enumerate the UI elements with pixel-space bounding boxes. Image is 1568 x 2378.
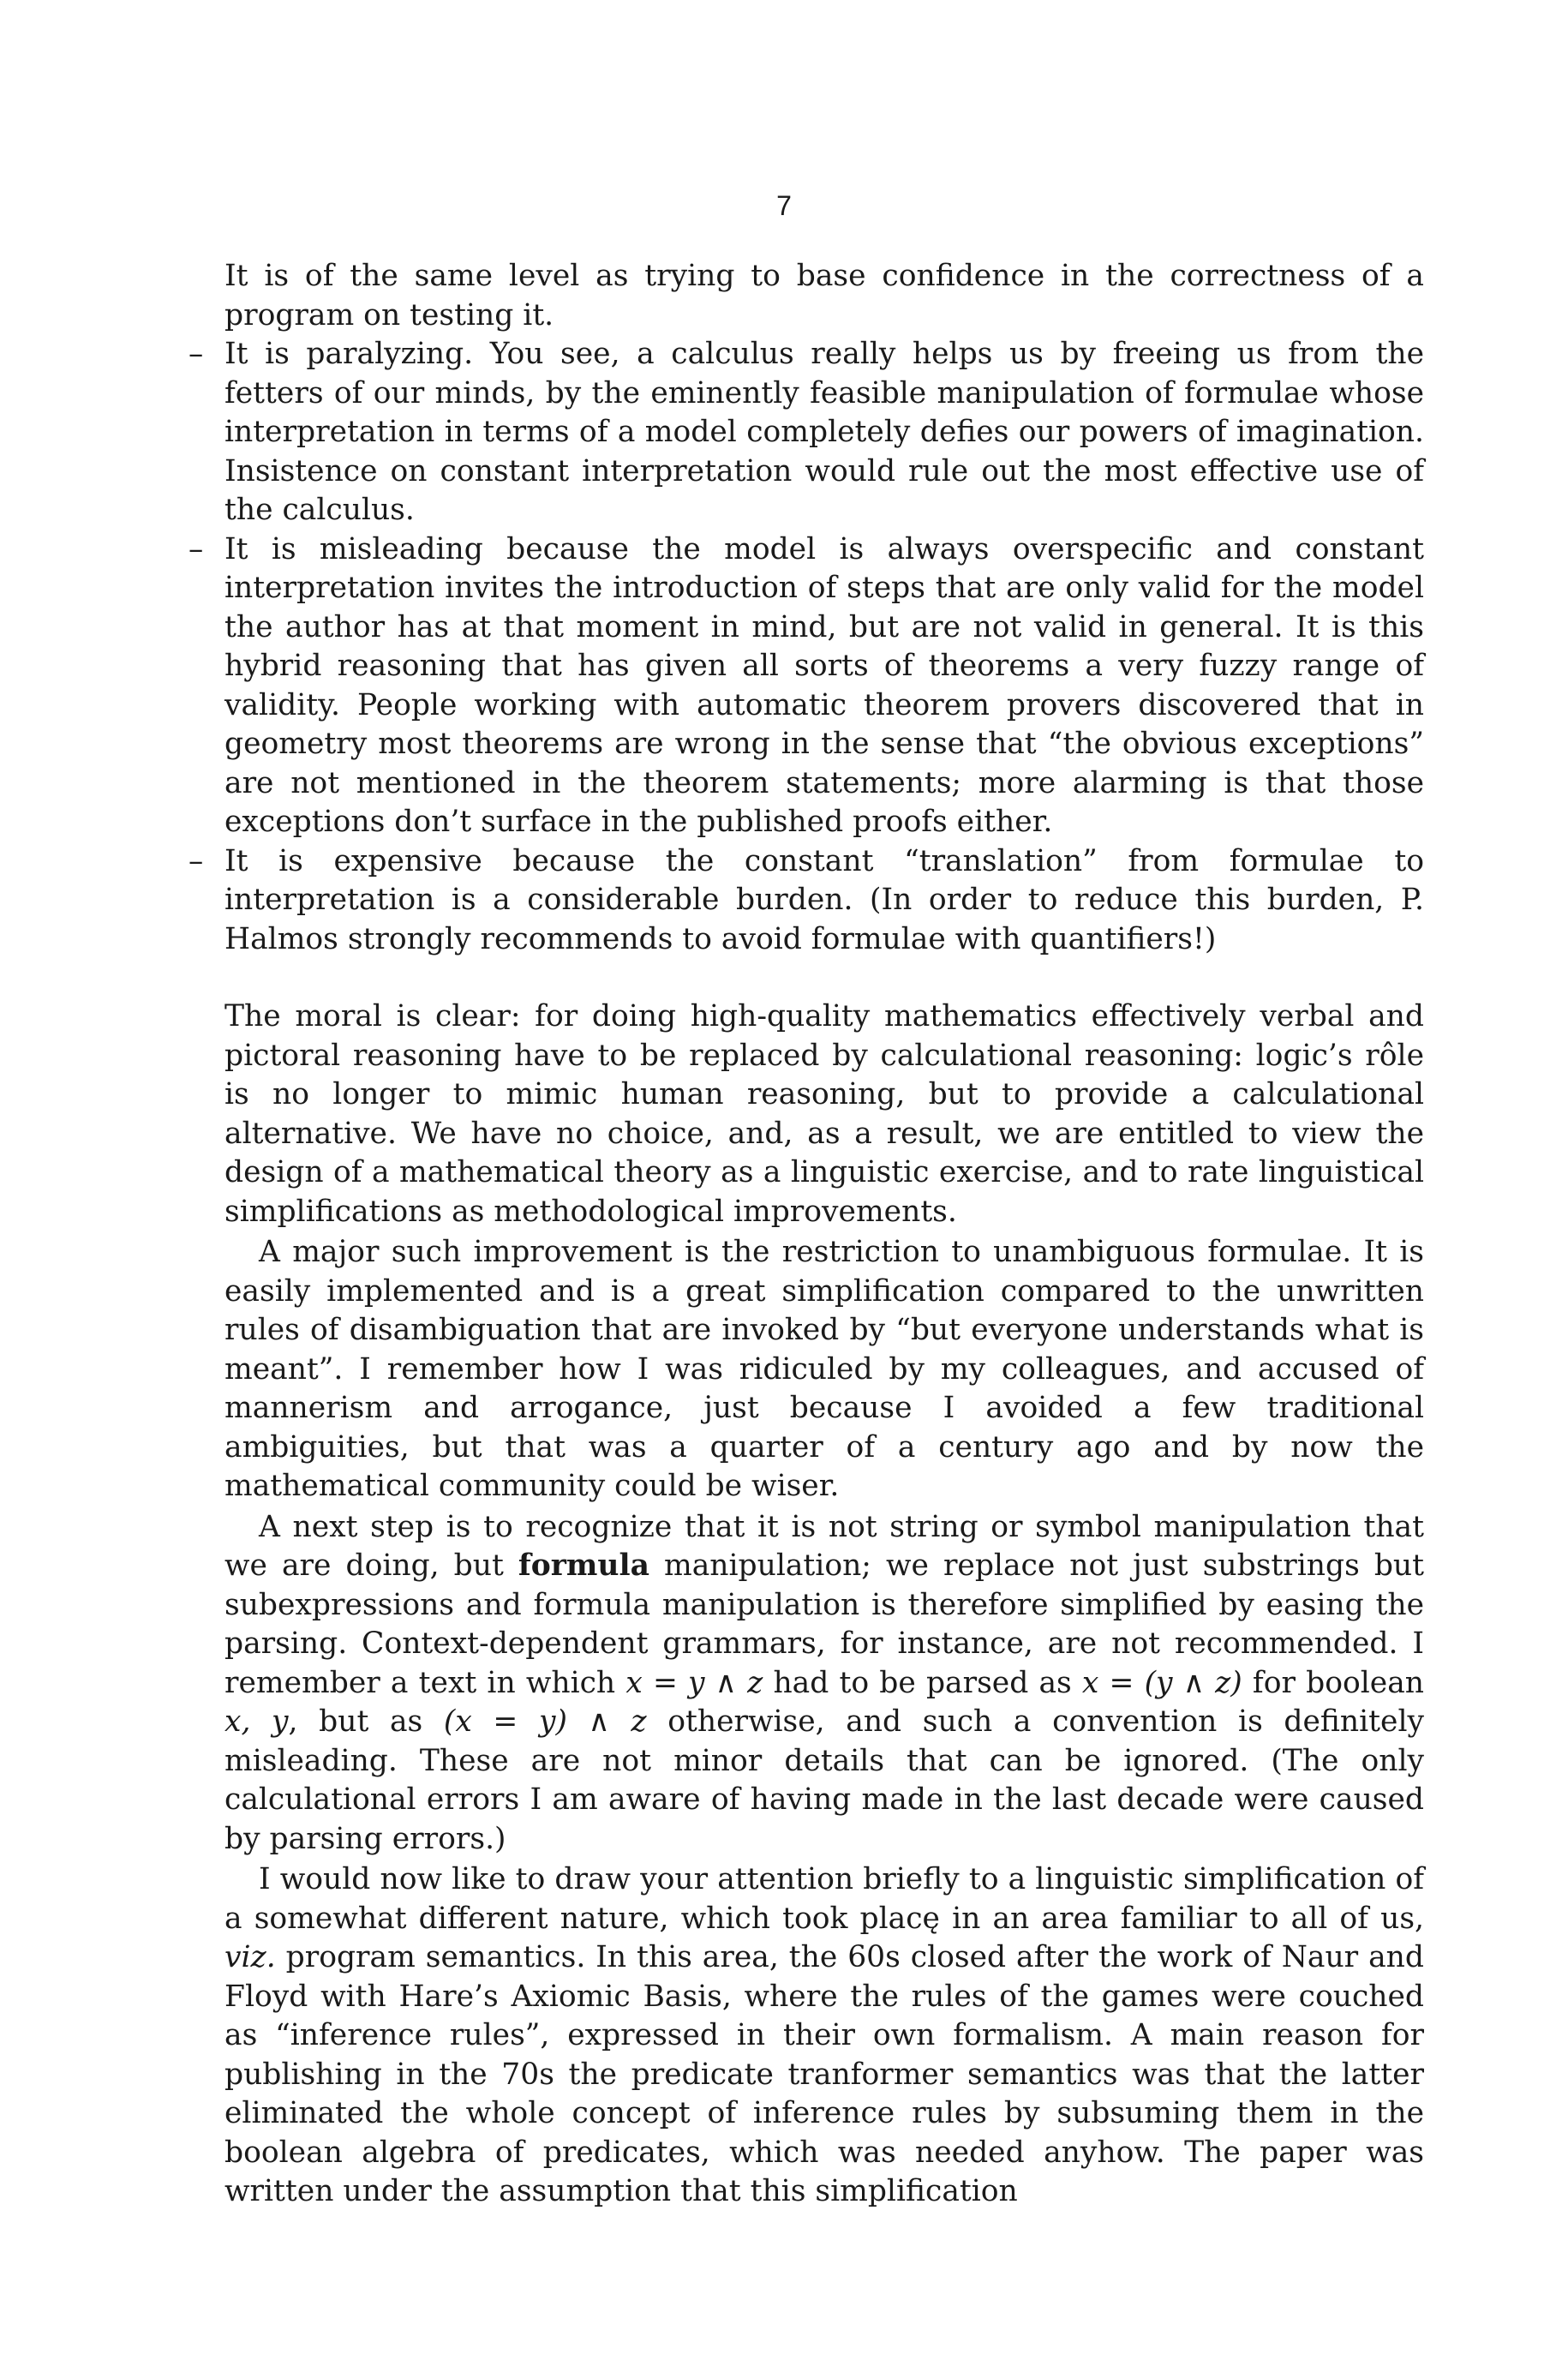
italic-term-viz: viz. (224, 1940, 276, 1974)
text-run: , but as (288, 1704, 444, 1739)
text-run: program semantics. In this area, the 60s closed after the work of Naur and Floyd with Hare’s Axiomic Basis, where the rules of the games were couched as “inference rules”, expressed in their own formalism. A main reason for publishing in the 70s the predicate tranformer semantics was that the latter eliminated the whole concept of inference rules by subsuming them in the boolean algebra of predicates, which was needed anyhow. The paper was written under the assumption that this simplification (224, 1940, 1424, 2208)
bullet-item-misleading (189, 530, 1424, 842)
paragraph-program-semantics (224, 1860, 1424, 2212)
text-run: otherwise, and such a convention is definitely misleading. These are not minor details that can be ignored. (The only calculational errors I am aware of having made in the last decade were caused by parsing errors.) (224, 1704, 1424, 1856)
math-expression: (x = y) ∧ z (443, 1704, 647, 1739)
math-expression: x = y ∧ z (625, 1665, 763, 1700)
paragraph-formula-manipulation (224, 1508, 1424, 1860)
text-run: had to be parsed as (763, 1665, 1082, 1700)
math-expression: x = (y ∧ z) (1081, 1665, 1242, 1700)
text-run: for boolean (1242, 1665, 1424, 1700)
text-run: A next step is to recognize that it is not string or symbol manipulation that we are doing, but (224, 1509, 1424, 1583)
page-body (189, 257, 1425, 2212)
bullet-text: It is misleading because the model is always overspecific and constant interpretation invites the introduction of steps that are only valid for the model the author has at that moment in mind, but are not valid in general. It is this hybrid reasoning that has given all sorts of theorems a very fuzzy range of validity. People working with automatic theorem provers discovered that in geometry most theorems are wrong in the sense that “the obvious exceptions” are not mentioned in the theorem statements; more alarming is that those exceptions don’t surface in the published proofs either. (224, 531, 1424, 839)
bullet-item-expensive (189, 842, 1424, 960)
bullet-text: It is expensive because the constant “translation” from formulae to interpretation is a considerable burden. (In order to reduce this burden, P. Halmos strongly recommends to avoid formulae with quantifiers!) (224, 843, 1424, 956)
paragraph-major-improvement: A major such improvement is the restriction to unambiguous formulae. It is easily implemented and is a great simplification compared to the unwritten rules of disambiguation that are invoked by “but everyone understands what is meant”. I remember how I was ridiculed by my colleagues, and accused of mannerism and arrogance, just because I avoided a few traditional ambiguities, but that was a quarter of a century ago and by now the mathematical community could be wiser. (224, 1235, 1424, 1503)
bold-term-formula: formula (518, 1548, 649, 1583)
text-run: manipulation; we replace not just substrings but subexpressions and formula manipulation is therefore simplified by easing the parsing. Context-dependent grammars, for instance, are not recommended. I remember a text in which (224, 1548, 1425, 1700)
opening-paragraph: It is of the same level as trying to base confidence in the correctness of a program on testing it. (224, 259, 1424, 332)
page-number: 7 (776, 190, 792, 221)
text-run: I would now like to draw your attention briefly to a linguistic simplification of a somewhat different nature, which took placę in an area familiar to all of us, (224, 1862, 1424, 1936)
bullet-dash: – (189, 531, 204, 566)
bullet-item-paralyzing (189, 335, 1424, 530)
bullet-dash: – (189, 843, 204, 878)
bullet-text: It is paralyzing. You see, a calculus really helps us by freeing us from the fetters of our minds, by the eminently feasible manipulation of formulae whose interpretation in terms of a model completely defies our powers of imagination. Insistence on constant interpretation would rule out the most effective use of the calculus. (224, 337, 1424, 527)
math-expression: x, y (224, 1704, 289, 1739)
paragraph-moral: The moral is clear: for doing high-quality mathematics effectively verbal and pictoral reasoning have to be replaced by calculational reasoning: logic’s rôle is no longer to mimic human reasoning, but to provide a calculational alternative. We have no choice, and, as a result, we are entitled to view the design of a mathematical theory as a linguistic exercise, and to rate linguistical simplifications as methodological improvements. (224, 999, 1424, 1229)
bullet-dash: – (189, 337, 204, 371)
bullet-list (189, 335, 1424, 959)
